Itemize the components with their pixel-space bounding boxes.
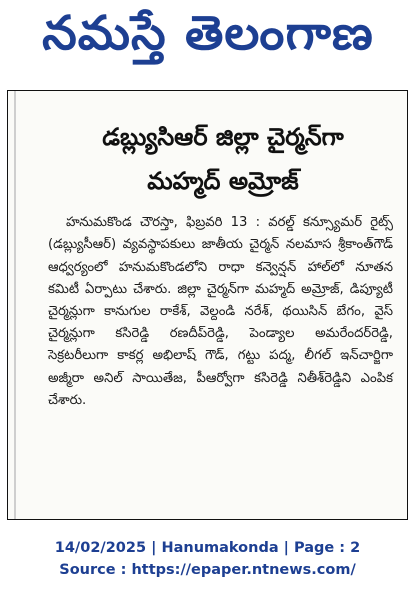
article-body-text: హనుమకొండ చౌరస్తా, ఫిబ్రవరి 13 : వరల్డ్ కన్స్యూమర్ రైట్స్ (డబ్ల్యుసీఆర్) వ్యవస్థాపకులు జాతీయ చైర్మన్ నలమాస శ్రీకాంత్‌గౌడ్ ఆధ్వర్యంలో హనుమకొండలోని రాధా కన్వెన్షన్ హాల్‌లో నూతన కమిటీ ఏర్పాటు చేశారు. జిల్లా చైర్మన్‌గా మహ్మద్ అమ్రోజ్, డిప్యూటీ చైర్మన్లుగా కానుగుల రాకేశ్, వెల్దండి నరేశ్, థయిసిన్ బేగం, వైస్ చైర్మన్లుగా కసిరెడ్డి రణదీప్‌రెడ్డి, పెండ్యాల అమరేందర్‌రెడ్డి, సెక్రటరీలుగా కాకర్ల అభిలాష్ గౌడ్, గట్టు పద్మ, లీగల్ ఇన్‌చార్జిగా అజ్మీరా అనిల్ సాయితేజ, పీఆర్వోగా కసిరెడ్డి నితీశ్‌రెడ్డిని ఎంపిక చేశారు. [48, 215, 393, 408]
newspaper-logo-title: నమస్తే తెలంగాణ [41, 6, 374, 61]
headline-line-2: మహ్మద్ అమ్రోజ్ [147, 167, 299, 196]
masthead [0, 0, 415, 78]
clipping-edge-line [14, 91, 16, 519]
article-body [48, 212, 393, 412]
footer-source-url: Source : https://epaper.ntnews.com/ [59, 562, 356, 578]
headline-line-1: డబ్ల్యుసిఆర్ జిల్లా చైర్మన్‌గా [102, 123, 344, 152]
news-clipping [7, 90, 408, 520]
footer-date-edition-page: 14/02/2025 | Hanumakonda | Page : 2 [54, 540, 361, 556]
